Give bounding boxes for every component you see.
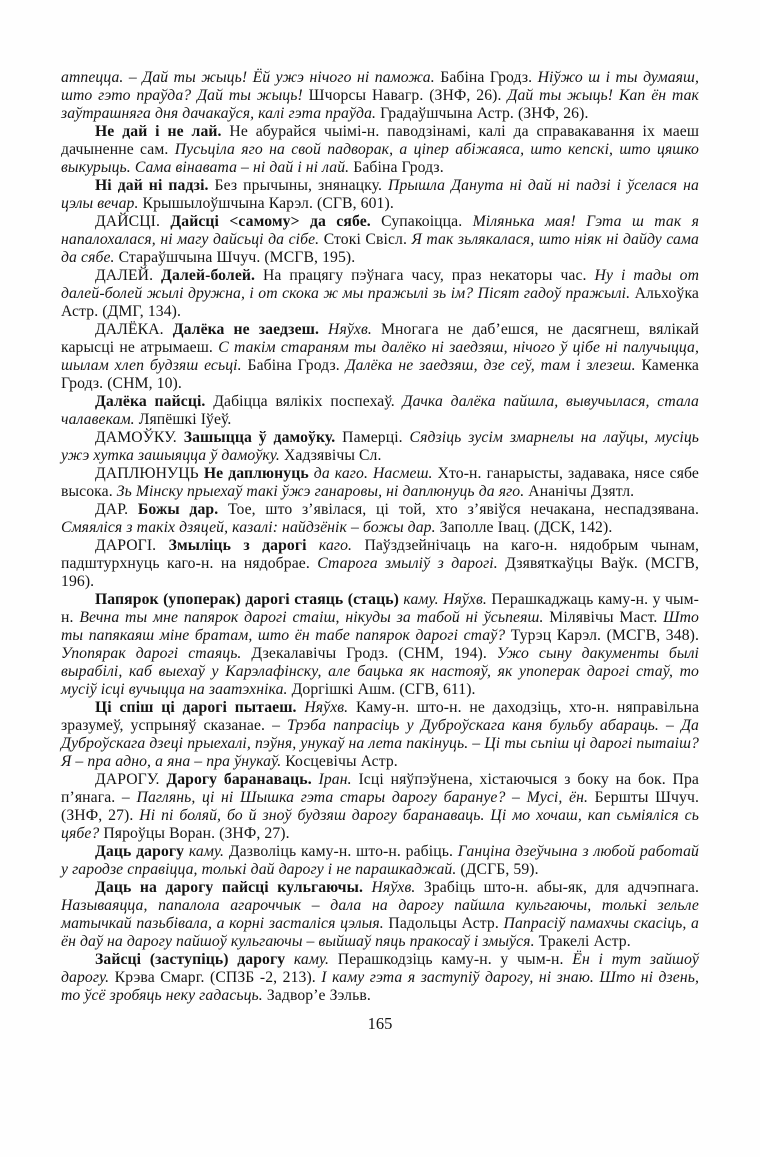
text-run: Каменка Гродз. (СНМ, 10). bbox=[61, 357, 699, 392]
text-run: Бабіна Гродз. bbox=[247, 357, 346, 374]
text-run: Ганціна дзеўчына з любой работай у гародзе справіцца, толькі дай дарогу і не парашкаджай. bbox=[61, 843, 699, 878]
text-run: Бабіна Гродз. bbox=[440, 69, 538, 86]
text-run: Няўхв. bbox=[371, 879, 424, 896]
text-run: Упопярак дарогі стаяць. bbox=[61, 645, 252, 662]
text-run: ДАПЛЮНУЦЬ bbox=[95, 465, 204, 482]
text-run: ДАР. bbox=[95, 501, 138, 518]
dictionary-paragraph bbox=[61, 843, 699, 879]
text-run: Дай ты жыць! Кап ён так заўтрашняга дня дачакаўся, калі гэта праўда. bbox=[61, 87, 699, 122]
text-run: ДАМОЎКУ. bbox=[95, 429, 184, 446]
dictionary-paragraph bbox=[61, 429, 699, 465]
text-run: каго. bbox=[318, 537, 365, 554]
text-run: Ну і тады от далей-болей жылі дружна, і от скока ж мы пражылі зь ім? Пісят гадоў пражылі. bbox=[61, 267, 700, 302]
text-run: Іран. bbox=[318, 771, 359, 788]
text-run: Не дай і не лай. bbox=[95, 123, 230, 140]
text-run: Альхоўка Астр. (ДМГ, 134). bbox=[61, 285, 699, 320]
text-run: ДАЛЕЙ. bbox=[95, 267, 162, 284]
text-run: Далёка пайсці. bbox=[95, 393, 214, 410]
dictionary-paragraph bbox=[61, 213, 699, 267]
text-run: Стокі Свісл. bbox=[323, 231, 412, 248]
text-run: каму. bbox=[188, 843, 229, 860]
text-run: Не абурайся чыімі-н. паводзінамі, калі да справакавання іх маеш дачыненне сам. bbox=[61, 123, 700, 158]
text-run: Змыліць з дарогі bbox=[168, 537, 319, 554]
text-run: Крэва Смарг. (СПЗБ -2, 213). bbox=[114, 969, 322, 986]
text-run: каму. Няўхв. bbox=[403, 591, 492, 608]
text-run: Пусьціла яго на свой падворак, а ціпер абіжаяса, што кепскі, што цяшко выкурыць. Сама вінавата – ні дай і ні лай. bbox=[61, 141, 700, 176]
text-run: Перашкаджаць каму-н. у чым-н. bbox=[61, 591, 699, 626]
text-run: Старога змыліў з дарогі. bbox=[317, 555, 506, 572]
text-run: Ананічы Дзятл. bbox=[528, 483, 635, 500]
text-run: Смяяліся з такіх дзяцей, казалі: найдзёнік – божы дар. bbox=[61, 519, 440, 536]
text-run: Дарогу баранаваць. bbox=[166, 771, 319, 788]
dictionary-paragraph bbox=[61, 393, 699, 429]
text-run: Ісці няўпэўнена, хістаючыся з боку на бок. Пра п’янага. – bbox=[61, 771, 699, 806]
text-run: Далёка не заедзеш. bbox=[172, 321, 329, 338]
text-run: Вечна ты мне папярок дарогі стаіш, нікуды за табой ні ўсьпеяш. bbox=[79, 609, 550, 626]
text-run: Бершты Шчуч. (ЗНФ, 27). bbox=[61, 789, 699, 824]
text-run: Мілянька мая! Гэта ш так я напалохалася, ні магу дайсьці да сібе. bbox=[61, 213, 700, 248]
text-run: Паглянь, ці ні Шышка гэта стары дарогу барануе? – Мусі, ён. bbox=[136, 789, 595, 806]
dictionary-paragraph bbox=[61, 951, 699, 1005]
text-run: Турэц Карэл. (МСГВ, 348). bbox=[510, 627, 699, 644]
text-run: Ні дай ні падзі. bbox=[95, 177, 215, 194]
text-run: Каму-н. што-н. не даходзіць, хто-н. няправільна зразумеў, успрыняў сказанае. – bbox=[61, 699, 700, 734]
text-run: Памерці. bbox=[342, 429, 410, 446]
text-run: Перашкодзіць каму-н. у чым-н. bbox=[337, 951, 573, 968]
text-run: Ні пі боляй, бо й зноў будзяш дарогу баранаваць. Ці мо хочаш, кап сьміяліся сь цябе? bbox=[61, 807, 699, 842]
text-run: Ці спіш ці дарогі пытаеш. bbox=[95, 699, 305, 716]
dictionary-paragraph bbox=[61, 591, 699, 699]
text-run: Супакоіцца. bbox=[381, 213, 473, 230]
text-run: Ніўжо ш і ты думаяш, што гэто праўда? Дай ты жыць! bbox=[61, 69, 700, 104]
text-run: Ужо сыну дакументы былі вырабілі, каб выехаў у Карэлафінску, але бацька як настояў, як упоперак дарогі стаў, то мусіў ісці вучыцца на заатэхніка. bbox=[61, 645, 699, 698]
text-run: Косцевічы Астр. bbox=[285, 753, 398, 770]
text-run: ДАРОГІ. bbox=[95, 537, 169, 554]
text-run: Дабіцца вялікіх поспехаў. bbox=[213, 393, 403, 410]
text-run: Зрабіць што-н. абы-як, для адчэпнага. bbox=[423, 879, 699, 896]
text-run: Я так зьлякалася, што ніяк ні дайду сама да сябе. bbox=[61, 231, 699, 266]
text-run: ДАРОГУ. bbox=[95, 771, 167, 788]
text-run: Не даплюнуць bbox=[203, 465, 314, 482]
text-run: Дайсці <самому> да сябе. bbox=[170, 213, 382, 230]
dictionary-paragraph bbox=[61, 465, 699, 501]
text-run: да каго. Насмеш. bbox=[313, 465, 438, 482]
text-run: Тое, што з’явілася, ці той, хто з’явіўся нечакана, неспадзявана. bbox=[227, 501, 700, 518]
dictionary-paragraph bbox=[61, 69, 699, 123]
text-run: Даць дарогу bbox=[95, 843, 189, 860]
text-run: Мілявічы Маст. bbox=[549, 609, 664, 626]
text-run: Прышла Данута ні дай ні падзі і ўселася на цэлы вечар. bbox=[61, 177, 699, 212]
text-run: Дазволіць каму-н. што-н. рабіць. bbox=[228, 843, 458, 860]
text-run: Хто-н. ганарысты, задавака, нясе сябе высока. bbox=[61, 465, 699, 500]
text-run: Паўздзейнічаць на каго-н. нядобрым чынам, падштурхнуць каго-н. на нядобрае. bbox=[61, 537, 700, 572]
text-run: Ляпёшкі Іўеў. bbox=[138, 411, 232, 428]
text-run: Дзекалавічы Гродз. (СНМ, 194). bbox=[251, 645, 497, 662]
text-run: Доргішкі Ашм. (СГВ, 611). bbox=[291, 681, 476, 698]
text-run: Многага не даб’ешся, не дасягнеш, вялікай карысці не атрымаеш. bbox=[61, 321, 699, 356]
text-run: Дачка далёка пайшла, вывучылася, стала чалавекам. bbox=[61, 393, 699, 428]
text-run: Дзявяткаўцы Ваўк. (МСГВ, 196). bbox=[61, 555, 699, 590]
text-run: Называяцца, папалола агароччык – дала на дарогу пайшла кульгаючы, толькі зельле матычкай пазьбівала, а корні засталіся цэлыя. bbox=[61, 897, 699, 932]
text-run: Тракелі Астр. bbox=[538, 933, 631, 950]
text-run: Даць на дарогу пайсці кульгаючы. bbox=[95, 879, 372, 896]
text-run: Няўхв. bbox=[304, 699, 356, 716]
text-run: Шчорсы Навагр. (ЗНФ, 26). bbox=[308, 87, 508, 104]
text-run: Зь Мінску прыехаў такі ўжэ ганаровы, ні даплюнуць да яго. bbox=[116, 483, 529, 500]
text-run: атпецца. – Дай ты жыць! Ёй ужэ нічого ні паможа. bbox=[61, 69, 441, 86]
text-run: Задвор’е Зэльв. bbox=[266, 987, 371, 1004]
text-run: І каму гэта я заступіў дарогу, ні знаю. Што ні дзень, то ўсё зробяць неку гадасьць. bbox=[61, 969, 699, 1004]
text-run: ДАЛЁКА. bbox=[95, 321, 173, 338]
dictionary-paragraph bbox=[61, 771, 699, 843]
text-run: ДАЙСЦІ. bbox=[95, 213, 171, 230]
text-run: Далей-болей. bbox=[161, 267, 263, 284]
dictionary-paragraph bbox=[61, 123, 699, 177]
text-run: Падольцы Астр. bbox=[388, 915, 504, 932]
dictionary-paragraph bbox=[61, 699, 699, 771]
text-run: Папрасіў памахчы скасіць, а ён даў на дарогу пайшоў кульгаючы – выйшаў пяць пракосаў і змыўся. bbox=[61, 915, 700, 950]
text-run: Сядзіць зусім змарнелы на лаўцы, мусіць ужэ хутка зашыяцца ў дамоўку. bbox=[61, 429, 699, 464]
text-run: Зайсці (заступіць) дарогу bbox=[95, 951, 294, 968]
text-run: Без прычыны, знянацку. bbox=[214, 177, 389, 194]
dictionary-paragraph bbox=[61, 879, 699, 951]
text-run: Крышылоўшчына Карэл. (СГВ, 601). bbox=[142, 195, 394, 212]
dictionary-paragraph bbox=[61, 321, 699, 393]
dictionary-paragraph bbox=[61, 267, 699, 321]
dictionary-paragraph bbox=[61, 177, 699, 213]
text-run: Зашыцца ў дамоўку. bbox=[183, 429, 343, 446]
dictionary-paragraph bbox=[61, 501, 699, 537]
text-run: Божы дар. bbox=[137, 501, 228, 518]
text-run: Ён і тут зайшоў дарогу. bbox=[61, 951, 699, 986]
text-run: Бабіна Гродз. bbox=[353, 159, 444, 176]
text-run: Заполле Івац. (ДСК, 142). bbox=[439, 519, 613, 536]
dictionary-paragraph bbox=[61, 537, 699, 591]
text-run: Пяроўцы Воран. (ЗНФ, 27). bbox=[103, 825, 290, 842]
text-run: Трэба папрасіць у Дуброўскага каня бульбу абараць. – Да Дуброўскага дзеці прыехалі, пэўня, унукаў на лета пакінуць. – Ці ты сьпіш ці дарогі пытаіш? Я – пра адно, а яна – пра ўнукаў. bbox=[61, 717, 699, 770]
text-run: Далёка не заедзяш, дзе сеў, там і злезеш. bbox=[345, 357, 642, 374]
text-run: Хадзявічы Сл. bbox=[283, 447, 382, 464]
text-run: Папярок (упоперак) дарогі стаяць (стаць) bbox=[95, 591, 404, 608]
text-run: На працягу пэўнага часу, праз некаторы час. bbox=[263, 267, 595, 284]
text-run: Стараўшчына Шчуч. (МСГВ, 195). bbox=[118, 249, 356, 266]
text-run: Градаўшчына Астр. (ЗНФ, 26). bbox=[380, 105, 589, 122]
page-number: 165 bbox=[367, 1014, 393, 1033]
text-run: (ДСГБ, 59). bbox=[460, 861, 539, 878]
text-run: Няўхв. bbox=[328, 321, 381, 338]
text-run: каму. bbox=[293, 951, 338, 968]
text-block bbox=[61, 69, 699, 1034]
text-run: Што ты папякаяш міне братам, што ён табе папярок дарогі стаў? bbox=[61, 609, 699, 644]
text-run: С такім стараням ты далёко ні заедзяш, нічого ў цібе ні палучыцца, шылам хлеп будзяш есьці. bbox=[61, 339, 700, 374]
